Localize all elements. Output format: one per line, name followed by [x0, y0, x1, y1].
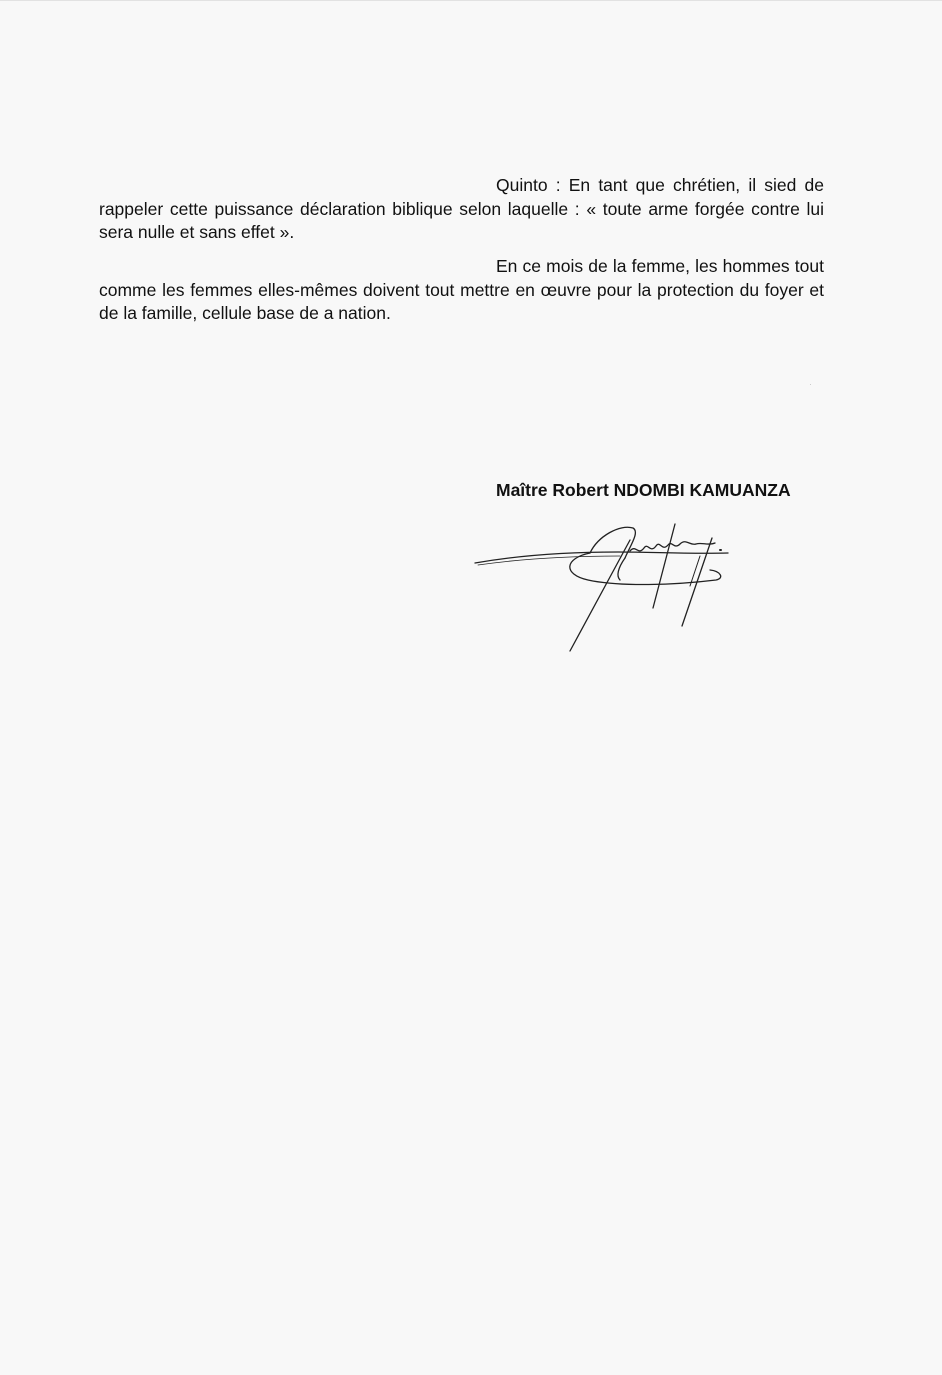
- paragraph-mois-de-la-femme: [99, 255, 824, 326]
- paragraph-line: de la famille, cellule base de a nation.: [99, 303, 391, 323]
- paragraph-line: En ce mois de la femme, les hommes tout: [496, 256, 824, 276]
- scan-speck: [810, 384, 811, 385]
- paragraph-line: rappeler cette puissance déclaration biblique selon laquelle : « toute arme forgée contre lui: [99, 198, 824, 219]
- paragraph-line: Quinto : En tant que chrétien, il sied de: [496, 175, 824, 195]
- signer-name: Maître Robert NDOMBI KAMUANZA: [496, 480, 791, 500]
- paragraph-quinto: [99, 174, 824, 245]
- paragraph-line: comme les femmes elles-mêmes doivent tout mettre en œuvre pour la protection du foyer et: [99, 279, 824, 300]
- paragraph-line: sera nulle et sans effet ».: [99, 222, 295, 242]
- handwritten-signature: [470, 516, 735, 661]
